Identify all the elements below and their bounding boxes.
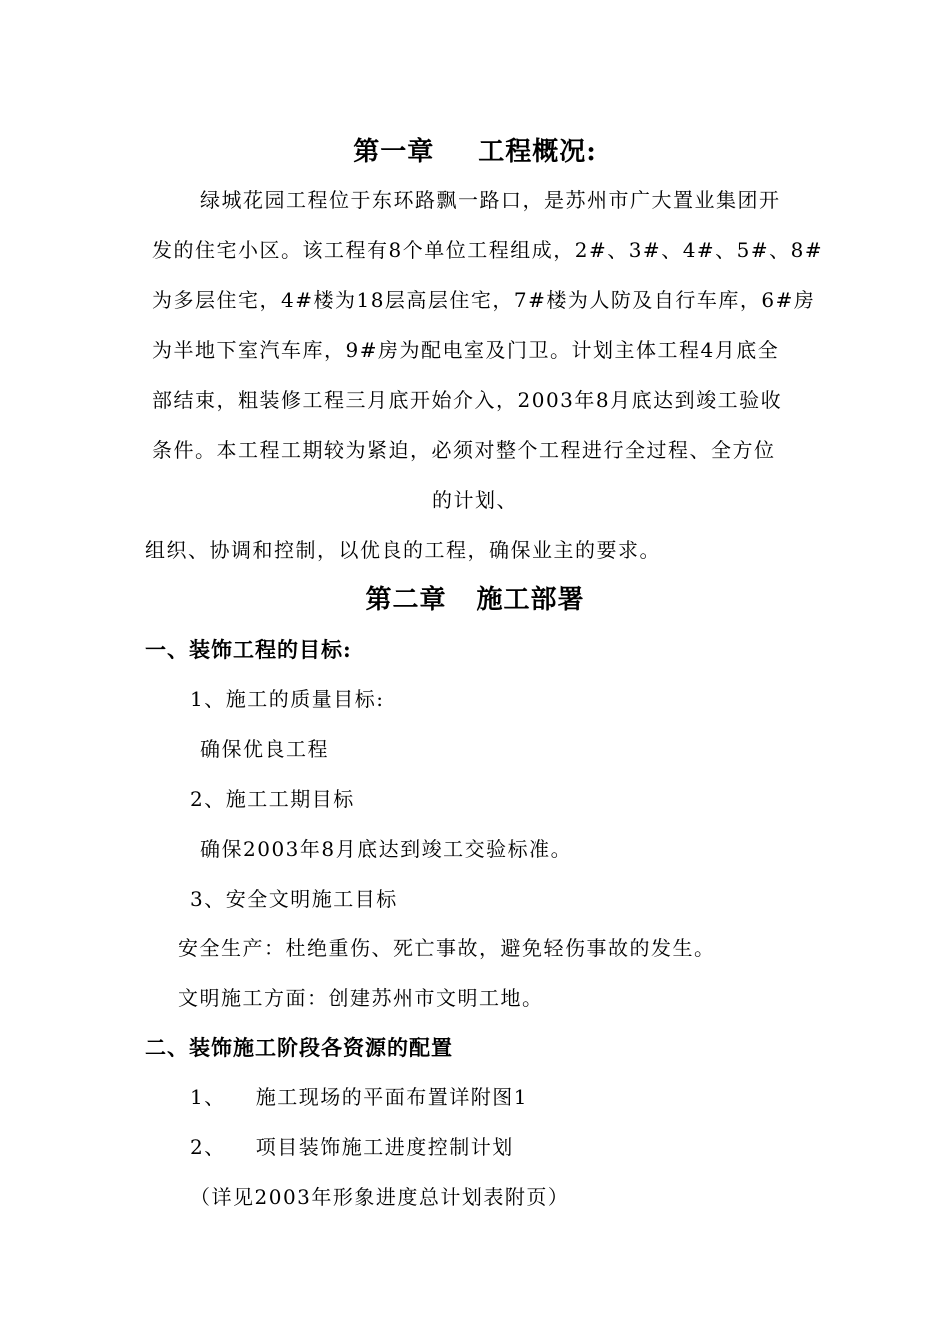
section1-item3: 3、安全文明施工目标 (190, 887, 398, 911)
section2-item1-num: 1、 (190, 1085, 226, 1109)
para-line-5: 部结束，粗装修工程三月底开始介入，2003年8月底达到竣工验收 (152, 388, 783, 412)
chapter1-heading (0, 135, 950, 169)
para-line-6: 条件。本工程工期较为紧迫，必须对整个工程进行全过程、全方位 (152, 438, 776, 462)
section2-title: 二、装饰施工阶段各资源的配置 (145, 1035, 453, 1060)
chapter1-label: 第一章 (353, 137, 435, 167)
section1-item2: 2、施工工期目标 (190, 787, 355, 811)
section2-item2-num: 2、 (190, 1135, 226, 1159)
para-line-1: 绿城花园工程位于东环路飘一路口，是苏州市广大置业集团开 (200, 188, 781, 212)
section2-item2 (190, 1134, 514, 1160)
section2-item2-text: 项目装饰施工进度控制计划 (255, 1135, 514, 1159)
section2-item1-text: 施工现场的平面布置详附图1 (255, 1085, 528, 1109)
chapter2-heading (0, 583, 950, 617)
section1-item3-civil: 文明施工方面：创建苏州市文明工地。 (178, 986, 544, 1010)
para-line-2: 发的住宅小区。该工程有8个单位工程组成，2#、3#、4#、5#、8# (152, 238, 824, 262)
section2-item1 (190, 1084, 528, 1110)
para-line-7: 的计划、 (432, 488, 518, 512)
chapter1-title: 工程概况: (478, 137, 597, 167)
section2-note: （详见2003年形象进度总计划表附页） (190, 1185, 570, 1209)
para-line-3: 为多层住宅，4#楼为18层高层住宅，7#楼为人防及自行车库，6#房 (152, 288, 816, 312)
section1-item2-detail: 确保2003年8月底达到竣工交验标准。 (200, 837, 573, 861)
section1-title: 一、装饰工程的目标: (145, 637, 352, 662)
section1-item1-detail: 确保优良工程 (200, 737, 329, 761)
section1-item3-safety: 安全生产：杜绝重伤、死亡事故，避免轻伤事故的发生。 (178, 936, 716, 960)
chapter2-title: 施工部署 (476, 585, 585, 615)
section1-item1: 1、施工的质量目标: (190, 687, 385, 711)
para-line-8: 组织、协调和控制，以优良的工程，确保业主的要求。 (145, 538, 661, 562)
chapter2-label: 第二章 (365, 585, 447, 615)
para-line-4: 为半地下室汽车库，9#房为配电室及门卫。计划主体工程4月底全 (152, 338, 780, 362)
